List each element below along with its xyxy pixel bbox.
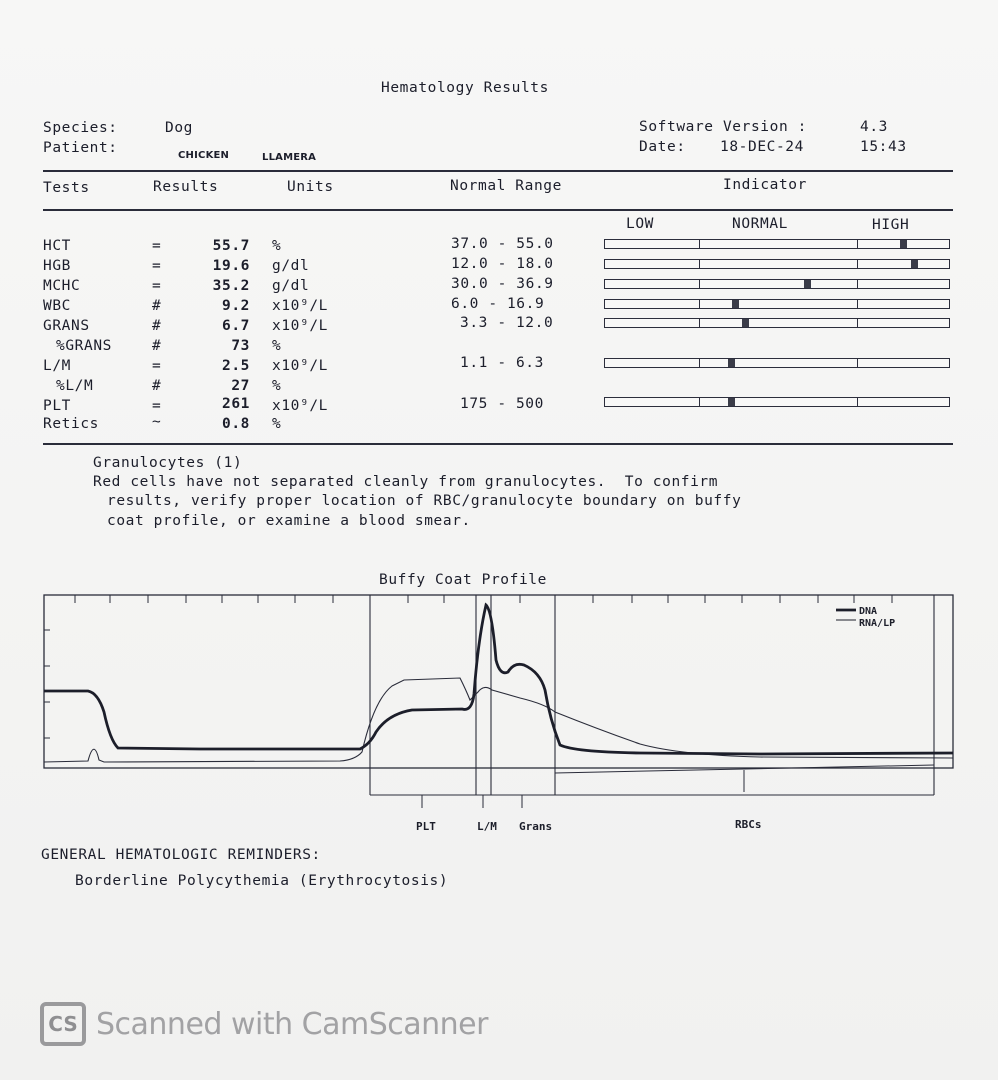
profile-top-ticks — [75, 595, 892, 603]
result-value: 19.6 — [212, 258, 250, 274]
test-name: Retics — [43, 416, 99, 432]
species-label: Species: — [43, 120, 118, 136]
reminder-item: Borderline Polycythemia (Erythrocytosis) — [75, 873, 449, 889]
result-flag: # — [152, 298, 162, 314]
legend-rna-label: RNA/LP — [859, 618, 896, 629]
test-name: PLT — [43, 398, 71, 414]
result-value: 27 — [231, 378, 250, 394]
profile-zone-bracket — [370, 765, 934, 808]
zone-label-plt: PLT — [416, 820, 436, 833]
zone-label-rbcs: RBCs — [735, 818, 762, 831]
notes-heading: Granulocytes (1) — [93, 455, 243, 471]
result-flag: = — [152, 358, 162, 374]
result-unit: x10⁹/L — [272, 318, 328, 334]
result-value: 2.5 — [222, 358, 250, 374]
dna-curve — [44, 605, 953, 754]
patient-label: Patient: — [43, 140, 118, 156]
time-value: 15:43 — [860, 139, 907, 155]
software-label: Software Version : — [639, 119, 807, 135]
date-value: 18-DEC-24 — [720, 139, 804, 155]
legend-dna-label: DNA — [859, 606, 878, 617]
result-flag: ~ — [152, 414, 162, 430]
normal-range: 30.0 - 36.9 — [451, 276, 554, 292]
profile-title: Buffy Coat Profile — [379, 572, 547, 588]
reminders-heading: GENERAL HEMATOLOGIC REMINDERS: — [41, 847, 321, 863]
indicator-normal-label: NORMAL — [732, 216, 788, 232]
result-value: 9.2 — [222, 298, 250, 314]
result-unit: % — [272, 338, 282, 354]
camscanner-text: Scanned with CamScanner — [96, 1006, 488, 1042]
profile-frame — [44, 595, 953, 768]
result-flag: = — [152, 398, 162, 414]
result-unit: % — [272, 378, 282, 394]
result-unit: g/dl — [272, 278, 310, 294]
indicator-high-label: HIGH — [872, 217, 910, 233]
profile-legend — [836, 606, 895, 629]
patient-first-name: CHICKEN — [178, 150, 230, 161]
normal-range: 3.3 - 12.0 — [460, 315, 554, 331]
test-name: L/M — [43, 358, 71, 374]
result-unit: x10⁹/L — [272, 298, 328, 314]
camscanner-logo: CS — [40, 1002, 86, 1046]
notes-line-1: Red cells have not separated cleanly from granulocytes. To confirm — [93, 474, 719, 490]
date-label: Date: — [639, 139, 686, 155]
test-name: %GRANS — [56, 338, 112, 354]
test-name: HCT — [43, 238, 71, 254]
result-unit: % — [272, 238, 282, 254]
zone-label-lm: L/M — [477, 820, 497, 833]
profile-left-ticks — [44, 630, 50, 738]
test-name: WBC — [43, 298, 71, 314]
result-value: 35.2 — [212, 278, 250, 294]
result-flag: # — [152, 338, 162, 354]
patient-last-name: LLAMERA — [262, 152, 317, 163]
result-value: 261 — [222, 396, 250, 412]
column-units: Units — [287, 179, 334, 195]
software-version: 4.3 — [860, 119, 888, 135]
normal-range: 6.0 - 16.9 — [451, 296, 545, 312]
species-value: Dog — [165, 120, 193, 136]
result-value: 73 — [231, 338, 250, 354]
column-results: Results — [153, 179, 219, 195]
result-value: 0.8 — [222, 416, 250, 432]
test-name: HGB — [43, 258, 71, 274]
camscanner-watermark — [40, 1000, 488, 1048]
column-indicator: Indicator — [723, 177, 807, 193]
result-unit: g/dl — [272, 258, 310, 274]
result-value: 55.7 — [212, 238, 250, 254]
normal-range: 175 - 500 — [460, 396, 544, 412]
result-flag: # — [152, 378, 162, 394]
column-normal-range: Normal Range — [450, 178, 562, 194]
notes-line-3: coat profile, or examine a blood smear. — [107, 513, 471, 529]
result-unit: x10⁹/L — [272, 398, 328, 414]
result-flag: = — [152, 258, 162, 274]
column-tests: Tests — [43, 180, 90, 196]
result-flag: # — [152, 318, 162, 334]
result-unit: % — [272, 416, 282, 432]
test-name: %L/M — [56, 378, 94, 394]
notes-line-2: results, verify proper location of RBC/granulocyte boundary on buffy — [107, 493, 742, 509]
result-unit: x10⁹/L — [272, 358, 328, 374]
test-name: MCHC — [43, 278, 81, 294]
profile-zone-lines — [370, 595, 934, 795]
result-flag: = — [152, 278, 162, 294]
result-value: 6.7 — [222, 318, 250, 334]
test-name: GRANS — [43, 318, 90, 334]
result-flag: = — [152, 238, 162, 254]
normal-range: 12.0 - 18.0 — [451, 256, 554, 272]
normal-range: 37.0 - 55.0 — [451, 236, 554, 252]
zone-label-grans: Grans — [519, 820, 553, 833]
report-title: Hematology Results — [381, 80, 549, 96]
normal-range: 1.1 - 6.3 — [460, 355, 544, 371]
indicator-low-label: LOW — [626, 216, 654, 232]
